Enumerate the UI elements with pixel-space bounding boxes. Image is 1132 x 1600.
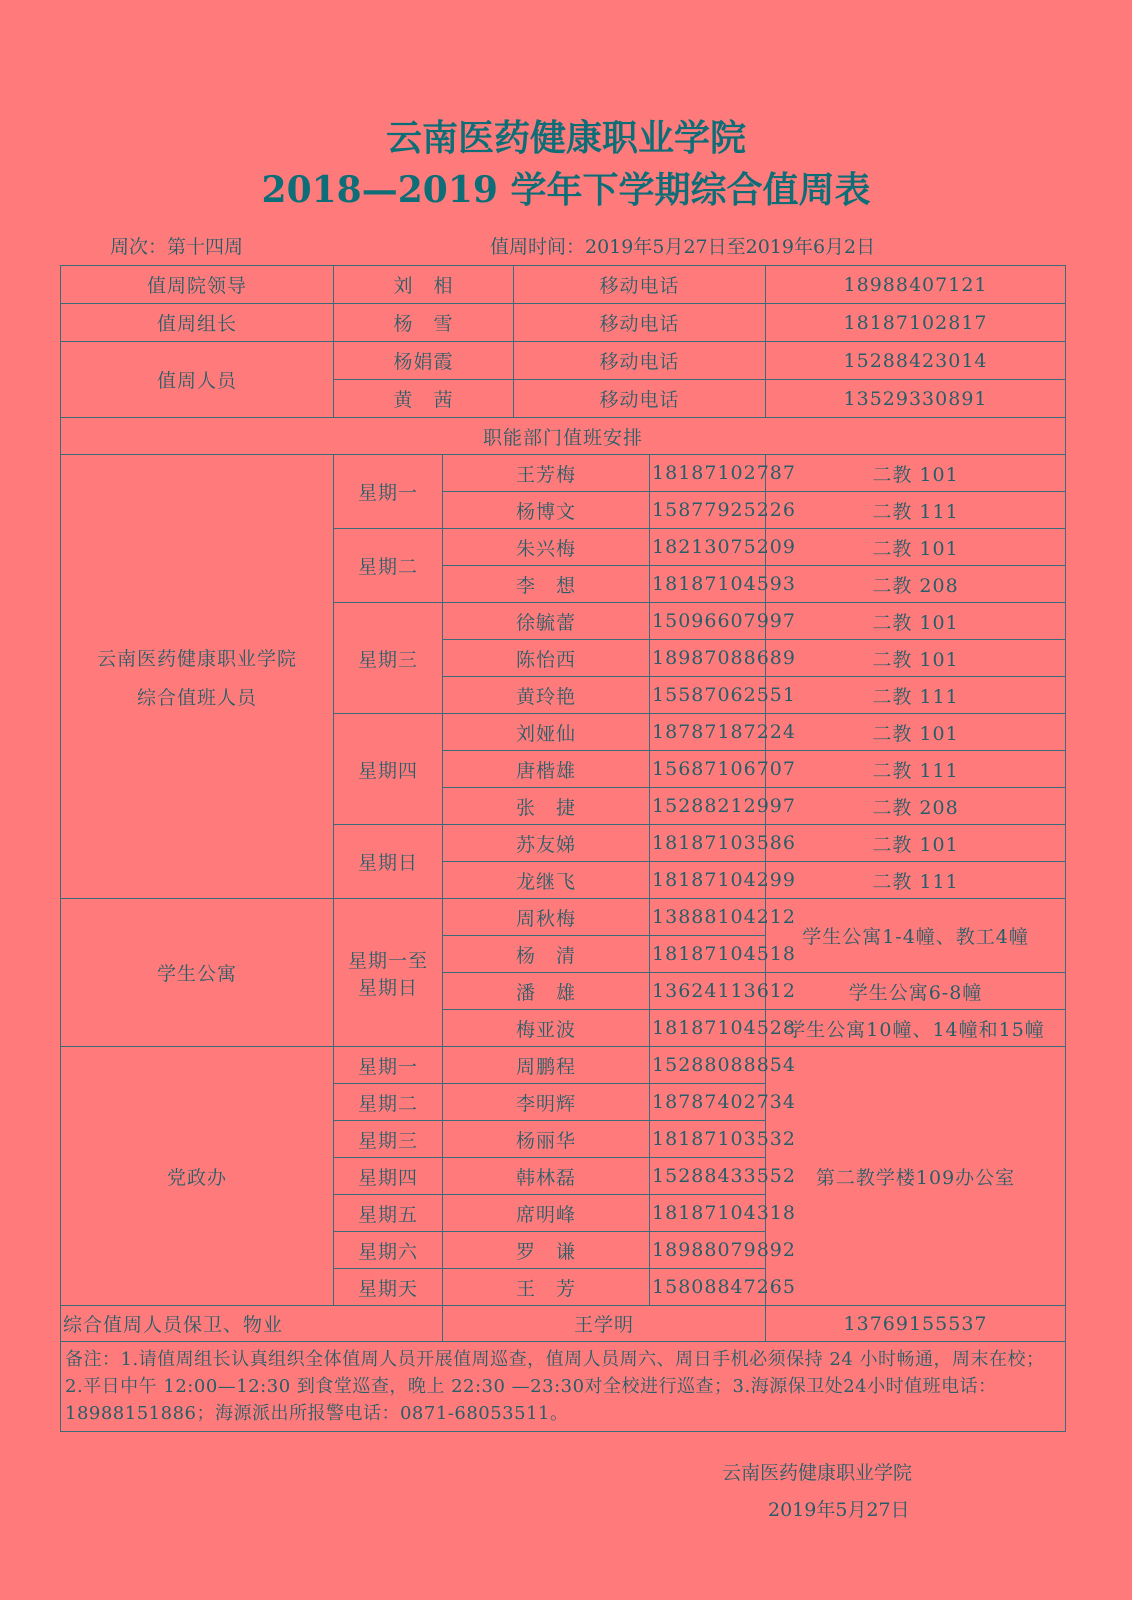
phone-cell: 15877925226 (650, 492, 766, 529)
phone-cell: 18187102817 (766, 304, 1066, 342)
phone-cell: 15288423014 (766, 342, 1066, 380)
phone-label-cell: 移动电话 (514, 380, 766, 418)
name-cell: 张 捷 (443, 788, 650, 825)
day-cell: 星期一 (334, 1047, 443, 1084)
day-cell (334, 899, 443, 1047)
name-cell: 周秋梅 (443, 899, 650, 936)
location-cell: 二教 208 (766, 566, 1066, 603)
phone-cell: 13624113612 (650, 973, 766, 1010)
phone-cell: 18187104318 (650, 1195, 766, 1232)
location-cell: 二教 101 (766, 603, 1066, 640)
phone-cell: 18187104528 (650, 1010, 766, 1047)
group-line: 综合值班人员 (136, 686, 257, 709)
name-cell: 李 想 (443, 566, 650, 603)
group-cell (61, 455, 334, 899)
table-row (61, 1306, 1066, 1342)
location-cell: 二教 111 (766, 492, 1066, 529)
table-row (61, 418, 1066, 455)
name-cell: 梅亚波 (443, 1010, 650, 1047)
phone-cell: 18187103586 (650, 825, 766, 862)
day-cell: 星期三 (334, 1121, 443, 1158)
location-cell: 二教 208 (766, 788, 1066, 825)
phone-cell: 18787402734 (650, 1084, 766, 1121)
name-cell: 黄玲艳 (443, 677, 650, 714)
table-row (61, 455, 1066, 492)
location-cell: 二教 111 (766, 862, 1066, 899)
day-line: 星期一至 (347, 949, 428, 972)
name-cell: 王芳梅 (443, 455, 650, 492)
name-cell: 陈怡西 (443, 640, 650, 677)
phone-cell: 15288088854 (650, 1047, 766, 1084)
name-cell: 龙继飞 (443, 862, 650, 899)
name-cell: 周鹏程 (443, 1047, 650, 1084)
phone-cell: 13888104212 (650, 899, 766, 936)
week-label: 周次：第十四周 (110, 236, 244, 258)
phone-cell: 18988079892 (650, 1232, 766, 1269)
name-cell: 杨丽华 (443, 1121, 650, 1158)
table-row (61, 266, 1066, 304)
group-cell: 学生公寓 (61, 899, 334, 1047)
phone-cell: 18988407121 (766, 266, 1066, 304)
location-cell: 第二教学楼109办公室 (766, 1047, 1066, 1306)
phone-cell: 13529330891 (766, 380, 1066, 418)
phone-cell: 18987088689 (650, 640, 766, 677)
phone-label-cell: 移动电话 (514, 266, 766, 304)
name-cell: 韩林磊 (443, 1158, 650, 1195)
phone-label-cell: 移动电话 (514, 304, 766, 342)
section-header: 职能部门值班安排 (61, 418, 1066, 455)
name-cell: 李明辉 (443, 1084, 650, 1121)
name-cell: 苏友娣 (443, 825, 650, 862)
phone-cell: 13769155537 (766, 1306, 1066, 1342)
name-cell: 王 芳 (443, 1269, 650, 1306)
day-line: 星期日 (357, 976, 418, 999)
phone-cell: 15808847265 (650, 1269, 766, 1306)
name-cell: 杨 雪 (334, 304, 514, 342)
name-cell: 刘 相 (334, 266, 514, 304)
phone-cell: 18187104299 (650, 862, 766, 899)
name-cell: 杨博文 (443, 492, 650, 529)
location-cell: 二教 111 (766, 677, 1066, 714)
name-cell: 徐毓蕾 (443, 603, 650, 640)
name-cell: 刘娅仙 (443, 714, 650, 751)
location-cell: 二教 101 (766, 640, 1066, 677)
day-cell: 星期天 (334, 1269, 443, 1306)
day-cell: 星期二 (334, 1084, 443, 1121)
phone-cell: 18213075209 (650, 529, 766, 566)
location-cell: 二教 101 (766, 825, 1066, 862)
location-cell: 二教 101 (766, 455, 1066, 492)
document-subtitle: 2018—2019 学年下学期综合值周表 (261, 169, 871, 211)
name-cell: 罗 谦 (443, 1232, 650, 1269)
name-cell: 杨 清 (443, 936, 650, 973)
location-cell: 学生公寓10幢、14幢和15幢 (766, 1010, 1066, 1047)
name-cell: 潘 雄 (443, 973, 650, 1010)
footer-date: 2019年5月27日 (768, 1499, 910, 1521)
table-row (61, 1342, 1066, 1432)
phone-cell: 15288212997 (650, 788, 766, 825)
location-cell: 二教 111 (766, 751, 1066, 788)
document-title: 云南医药健康职业学院 (385, 117, 746, 159)
role-cell: 值周组长 (61, 304, 334, 342)
location-cell: 学生公寓6-8幢 (766, 973, 1066, 1010)
phone-cell: 18187102787 (650, 455, 766, 492)
location-cell: 学生公寓1-4幢、教工4幢 (766, 899, 1066, 973)
day-cell: 星期六 (334, 1232, 443, 1269)
phone-cell: 15687106707 (650, 751, 766, 788)
name-cell: 朱兴梅 (443, 529, 650, 566)
name-cell: 杨娟霞 (334, 342, 514, 380)
table-row (61, 899, 1066, 936)
day-cell: 星期三 (334, 603, 443, 714)
phone-cell: 15096607997 (650, 603, 766, 640)
table-row (61, 342, 1066, 380)
location-cell: 二教 101 (766, 529, 1066, 566)
group-line: 云南医药健康职业学院 (96, 647, 297, 670)
phone-label-cell: 移动电话 (514, 342, 766, 380)
day-cell: 星期四 (334, 1158, 443, 1195)
name-cell: 席明峰 (443, 1195, 650, 1232)
day-cell: 星期日 (334, 825, 443, 899)
phone-cell: 15288433552 (650, 1158, 766, 1195)
group-cell: 党政办 (61, 1047, 334, 1306)
role-cell: 值周院领导 (61, 266, 334, 304)
phone-cell: 18187104593 (650, 566, 766, 603)
location-cell: 二教 101 (766, 714, 1066, 751)
phone-cell: 18187103532 (650, 1121, 766, 1158)
footer-organization: 云南医药健康职业学院 (722, 1462, 913, 1484)
table-row (61, 304, 1066, 342)
day-cell: 星期一 (334, 455, 443, 529)
name-cell: 王学明 (443, 1306, 766, 1342)
role-cell: 值周人员 (61, 342, 334, 418)
day-cell: 星期五 (334, 1195, 443, 1232)
duty-time: 值周时间：2019年5月27日至2019年6月2日 (490, 236, 876, 258)
note-text: 备注：1.请值周组长认真组织全体值周人员开展值周巡查，值周人员周六、周日手机必须保持 24 小时畅通，周末在校；2.平日中午 12:00—12:30 到食堂巡查，晚上 22:30 —23:30对全校进行巡查；3.海源保卫处24小时值班电话：18988151886；海源派出所报警电话：0871-68053511。 (61, 1342, 1066, 1432)
duty-table (60, 265, 1066, 1432)
day-cell: 星期四 (334, 714, 443, 825)
phone-cell: 18187104518 (650, 936, 766, 973)
name-cell: 唐楷雄 (443, 751, 650, 788)
phone-cell: 18787187224 (650, 714, 766, 751)
phone-cell: 15587062551 (650, 677, 766, 714)
name-cell: 黄 茜 (334, 380, 514, 418)
day-cell: 星期二 (334, 529, 443, 603)
role-cell: 综合值周人员保卫、物业 (61, 1306, 443, 1342)
table-row (61, 1047, 1066, 1084)
